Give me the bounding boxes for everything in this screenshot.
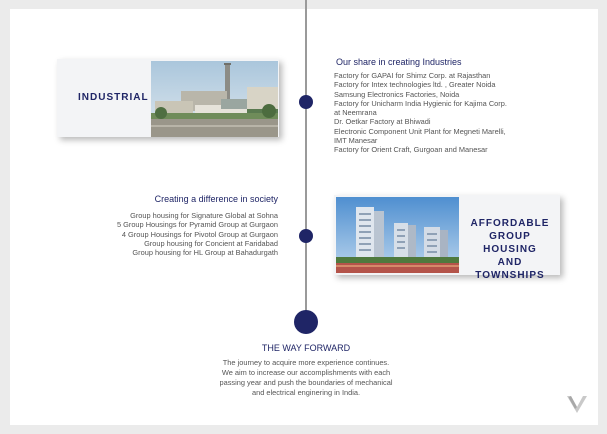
list-item: Factory for GAPAI for Shimz Corp. at Rajasthan (334, 71, 491, 80)
list-item: 5 Group Housings for Pyramid Group at Gurgaon (116, 220, 278, 230)
timeline-dot-society (299, 229, 313, 243)
list-item: at Neemrana (334, 108, 377, 118)
paragraph-line: The journey to acquire more experience continues. (222, 358, 390, 367)
industrial-card (57, 59, 279, 137)
forward-paragraph (191, 358, 421, 398)
list-item: Group housing for Concient at Faridabad (144, 238, 278, 248)
list-item: Factory for Unicharm India Hygienic for Kajima Corp. (334, 98, 507, 108)
housing-card (334, 195, 560, 281)
list-item: Electronic Component Unit Plant for Megneti Marelli, (334, 126, 506, 136)
housing-card-title-line: GROUP HOUSING (483, 231, 537, 255)
residential-towers-photo (336, 197, 459, 273)
society-heading: Creating a difference in society (154, 194, 278, 204)
paragraph-line: and electrical enginering in India. (251, 388, 361, 397)
forward-heading: THE WAY FORWARD (261, 343, 351, 353)
industries-list (334, 71, 507, 155)
list-item: Samsung Electronics Factories, Noida (334, 89, 460, 99)
list-item: IMT Manesar (334, 136, 378, 146)
housing-card-title (464, 217, 556, 282)
list-item: Factory for Orient Craft, Gurgoan and Manesar (334, 145, 488, 155)
list-item: Group housing for HL Group at Bahadurgath (132, 248, 278, 258)
list-item: Group housing for Signature Global at Sohna (130, 211, 278, 220)
list-item: Dr. Oetkar Factory at Bhiwadi (334, 117, 431, 127)
paragraph-line: passing year and push the boundaries of mechanical (219, 378, 393, 387)
timeline-line (305, 0, 307, 318)
timeline-dot-forward (294, 310, 318, 334)
housing-card-title-line: AND TOWNSHIPS (475, 257, 545, 281)
paragraph-line: We aim to increase our accomplishments with each (221, 368, 391, 377)
list-item: Factory for Intex technologies ltd. , Greater Noida (334, 80, 496, 90)
factory-photo (151, 61, 278, 137)
society-list (60, 211, 278, 257)
list-item: 4 Group Housings for Pivotol Group at Gurgaon (121, 229, 278, 239)
timeline-dot-industries (299, 95, 313, 109)
v-monogram-icon (565, 392, 589, 416)
industries-heading: Our share in creating Industries (336, 57, 462, 67)
housing-card-title-line: AFFORDABLE (470, 218, 550, 229)
industrial-card-title: INDUSTRIAL (78, 92, 149, 103)
